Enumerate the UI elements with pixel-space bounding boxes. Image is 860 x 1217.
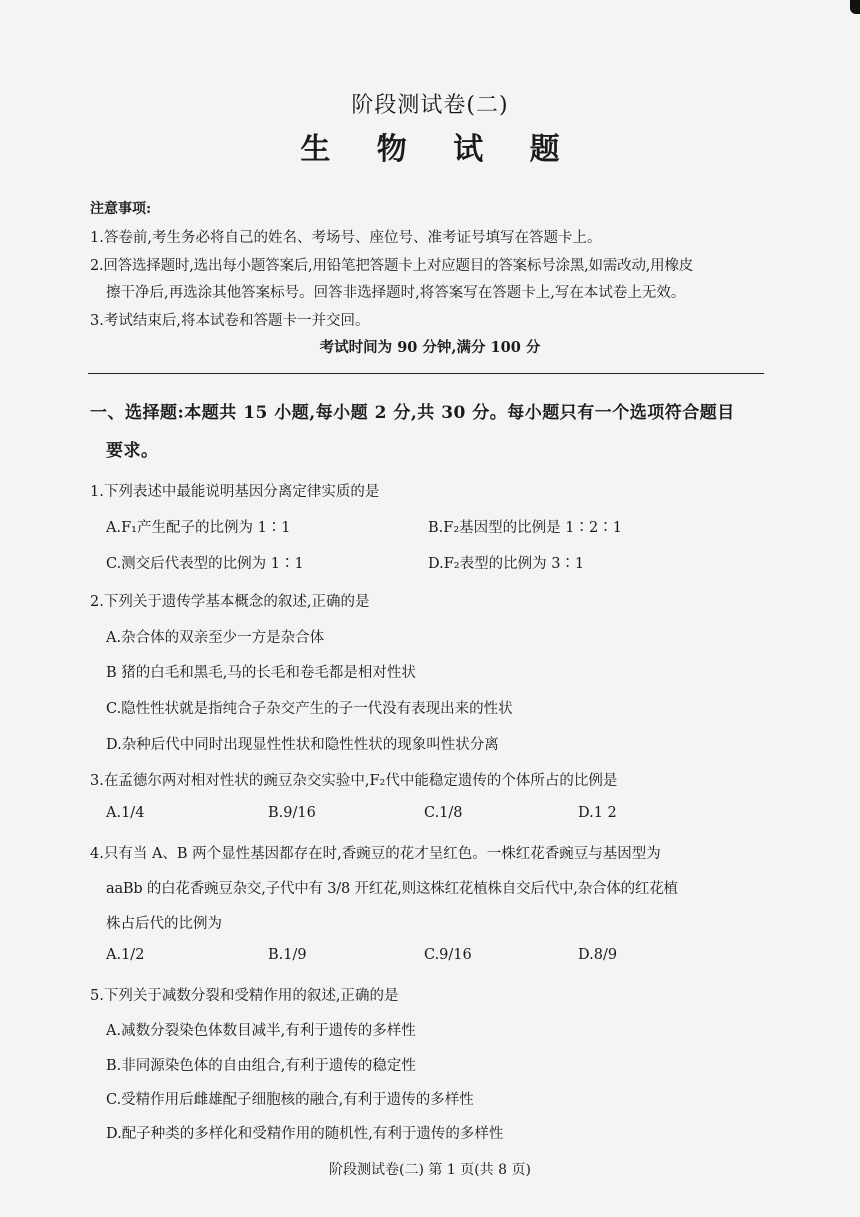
question-1-option-a: A.F₁产生配子的比例为 1∶1 [106, 520, 291, 536]
question-1-stem: 1.下列表述中最能说明基因分离定律实质的是 [90, 484, 380, 500]
question-4-option-d: D.8/9 [578, 947, 618, 963]
question-3-option-b: B.9/16 [268, 805, 316, 821]
question-4-stem-line-1: 4.只有当 A、B 两个显性基因都存在时,香豌豆的花才呈红色。一株红花香豌豆与基因型为 [90, 846, 661, 862]
question-5-option-a: A.减数分裂染色体数目减半,有利于遗传的多样性 [106, 1023, 416, 1039]
divider-rule [88, 373, 764, 374]
section-heading-cont: 要求。 [106, 441, 159, 461]
question-1-option-c: C.测交后代表型的比例为 1∶1 [106, 556, 304, 572]
question-5-option-b: B.非同源染色体的自由组合,有利于遗传的稳定性 [106, 1058, 416, 1074]
question-4-option-c: C.9/16 [424, 947, 472, 963]
note-line-4: 3.考试结束后,将本试卷和答题卡一并交回。 [90, 313, 370, 329]
subject-title: 生 物 试 题 [300, 132, 578, 167]
question-2-option-a: A.杂合体的双亲至少一方是杂合体 [106, 630, 325, 646]
page-footer: 阶段测试卷(二) 第 1 页(共 8 页) [329, 1162, 531, 1178]
question-1-option-d: D.F₂表型的比例为 3∶1 [428, 556, 585, 572]
note-line-2: 2.回答选择题时,选出每小题答案后,用铅笔把答题卡上对应题目的答案标号涂黑,如需改动,用橡皮 [90, 258, 694, 274]
corner-mark [850, 0, 860, 14]
note-line-1: 1.答卷前,考生务必将自己的姓名、考场号、座位号、准考证号填写在答题卡上。 [90, 230, 602, 246]
question-2-stem: 2.下列关于遗传学基本概念的叙述,正确的是 [90, 594, 370, 610]
question-3-option-d: D.1 2 [578, 805, 617, 821]
question-3-stem: 3.在孟德尔两对相对性状的豌豆杂交实验中,F₂代中能稳定遗传的个体所占的比例是 [90, 773, 618, 789]
section-heading: 一、选择题:本题共 15 小题,每小题 2 分,共 30 分。每小题只有一个选项符合题目 [90, 403, 735, 423]
question-5-option-c: C.受精作用后雌雄配子细胞核的融合,有利于遗传的多样性 [106, 1092, 474, 1108]
question-4-stem-line-3: 株占后代的比例为 [106, 916, 222, 932]
question-2-option-b: B 猪的白毛和黑毛,马的长毛和卷毛都是相对性状 [106, 665, 416, 681]
question-4-option-b: B.1/9 [268, 947, 307, 963]
exam-time-info: 考试时间为 90 分钟,满分 100 分 [319, 339, 541, 356]
question-3-option-a: A.1/4 [106, 805, 145, 821]
question-1-option-b: B.F₂基因型的比例是 1∶2∶1 [428, 520, 622, 536]
question-5-stem: 5.下列关于减数分裂和受精作用的叙述,正确的是 [90, 988, 399, 1004]
question-5-option-d: D.配子种类的多样化和受精作用的随机性,有利于遗传的多样性 [106, 1126, 504, 1142]
notes-heading: 注意事项: [90, 201, 152, 217]
question-2-option-c: C.隐性性状就是指纯合子杂交产生的子一代没有表现出来的性状 [106, 701, 513, 717]
question-4-stem-line-2: aaBb 的白花香豌豆杂交,子代中有 3/8 开红花,则这株红花植株自交后代中,杂合体的红花植 [106, 881, 678, 897]
question-3-option-c: C.1/8 [424, 805, 463, 821]
exam-title: 阶段测试卷(二) [351, 93, 509, 118]
question-4-option-a: A.1/2 [106, 947, 145, 963]
question-2-option-d: D.杂种后代中同时出现显性性状和隐性性状的现象叫性状分离 [106, 737, 499, 753]
note-line-3: 擦干净后,再选涂其他答案标号。回答非选择题时,将答案写在答题卡上,写在本试卷上无效。 [106, 285, 686, 301]
